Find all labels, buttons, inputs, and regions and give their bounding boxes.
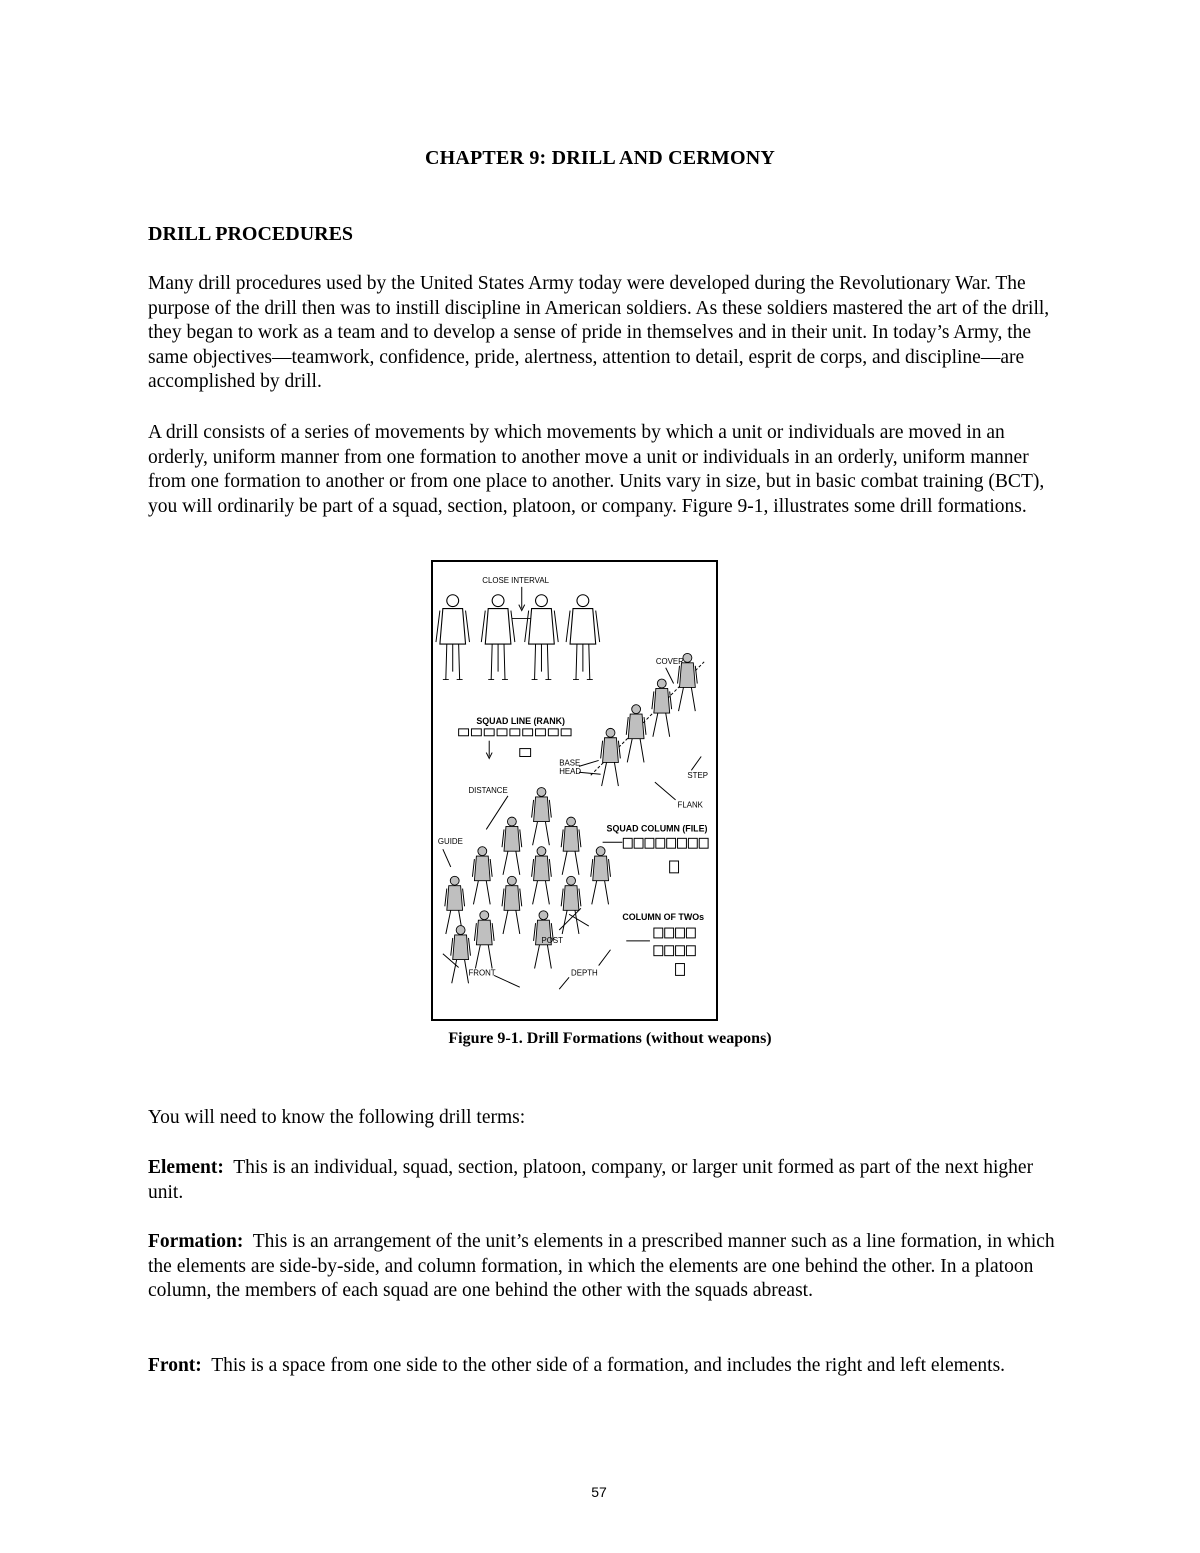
- squad-column-symbols: [603, 838, 709, 873]
- term-front: [148, 1354, 1058, 1379]
- term-element: [148, 1156, 1058, 1205]
- label-flank: FLANK: [677, 800, 703, 810]
- paragraph-drill-definition: A drill consists of a series of movements by which movements by which a unit or individuals are moved in an orderly, uniform manner from one formation to another move a unit or individuals in an orderly, uniform manner from one formation to another or from one place to another. Units vary in size, but in basic combat training (BCT), you will ordinarily be part of a squad, section, platoon, or company. Figure 9-1, illustrates some drill formations.: [148, 422, 1045, 517]
- paragraph-drill-terms-intro: You will need to know the following drill terms:: [148, 1107, 526, 1128]
- label-squad-line: SQUAD LINE (RANK): [476, 715, 565, 726]
- label-step: STEP: [687, 771, 708, 781]
- column-marchers: [445, 785, 611, 984]
- term-label: Element:: [148, 1157, 224, 1178]
- page-number: 57: [591, 1484, 607, 1500]
- chapter-title: CHAPTER 9: DRILL AND CERMONY: [424, 147, 776, 169]
- label-close-interval: CLOSE INTERVAL: [482, 575, 549, 585]
- drill-formations-illustration: [433, 562, 716, 1019]
- label-distance: DISTANCE: [468, 785, 508, 795]
- close-interval-figures: [436, 595, 600, 680]
- label-guide: GUIDE: [437, 837, 463, 847]
- label-depth: DEPTH: [571, 968, 598, 978]
- label-squad-column: SQUAD COLUMN (FILE): [606, 823, 708, 834]
- section-heading: DRILL PROCEDURES: [148, 223, 354, 245]
- label-post: POST: [541, 935, 563, 945]
- paragraph-history: Many drill procedures used by the United States Army today were developed during the Revolutionary War. The purpose of the drill then was to instill discipline in American soldiers. As these soldiers mastered the art of the drill, they began to work as a team and to develop a sense of pride in themselves and in their unit. In today’s Army, the same objectives—teamwork, confidence, pride, alertness, attention to detail, esprit de corps, and discipline—are accomplished by drill.: [148, 273, 1050, 393]
- figure-drill-formations: [431, 560, 718, 1021]
- label-cover: COVER: [655, 656, 684, 666]
- squad-line-symbols: [459, 729, 571, 759]
- squad-line-marchers: [601, 653, 698, 786]
- label-front: FRONT: [468, 968, 496, 978]
- term-label: Front:: [148, 1355, 202, 1376]
- term-label: Formation:: [148, 1231, 244, 1252]
- figure-caption: Figure 9-1. Drill Formations (without weapons): [448, 1030, 772, 1047]
- term-definition: This is an arrangement of the unit’s elements in a prescribed manner such as a line formation, in which the elements are side-by-side, and column formation, in which the elements are one behind the other. In a platoon column, the members of each squad are one behind the other with the squads abreast.: [148, 1231, 1055, 1302]
- term-definition: This is a space from one side to the other side of a formation, and includes the right and left elements.: [211, 1355, 1006, 1376]
- label-column-of-twos: COLUMN OF TWOs: [622, 912, 705, 923]
- term-formation: [148, 1230, 1058, 1304]
- term-definition: This is an individual, squad, section, platoon, company, or larger unit formed as part of the next higher unit.: [148, 1157, 1034, 1203]
- label-base: BASE: [559, 758, 581, 768]
- column-of-twos-symbols: [626, 928, 695, 975]
- label-head: HEAD: [559, 767, 582, 777]
